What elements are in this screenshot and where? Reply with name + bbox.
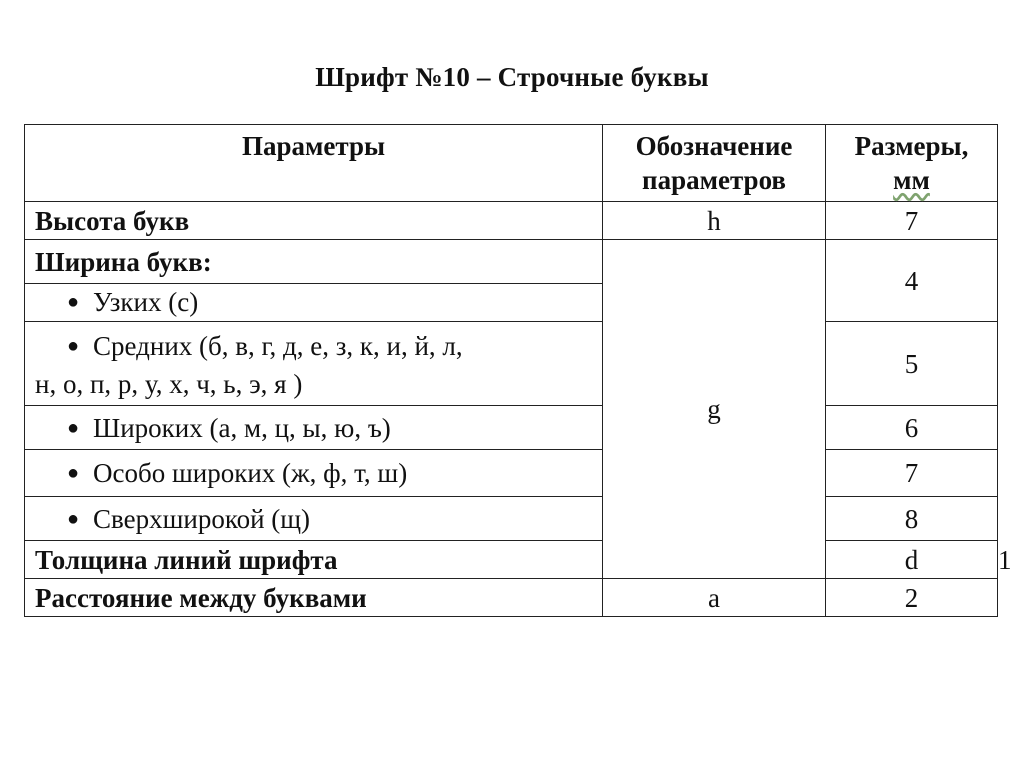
row-label-narrow: ● Узких (с) <box>25 284 603 322</box>
row-value-medium: 5 <box>826 322 998 406</box>
table-row <box>25 322 998 406</box>
row-symbol-spacing: a <box>603 579 826 617</box>
document-title: Шрифт №10 – Строчные буквы <box>315 62 709 92</box>
row-symbol-thickness: d <box>826 541 998 579</box>
row-symbol-width: g <box>603 240 826 579</box>
row-label-extra-wide: ● Особо широких (ж, ф, т, ш) <box>25 450 603 497</box>
row-value-narrow: 4 <box>826 240 998 322</box>
row-value-height: 7 <box>826 202 998 240</box>
row-label-ultra-wide: ● Сверхширокой (щ) <box>25 497 603 541</box>
table-row <box>25 450 998 497</box>
row-value-ultra-wide: 8 <box>826 497 998 541</box>
row-value-wide: 6 <box>826 406 998 450</box>
table-row <box>25 579 998 617</box>
header-parameters: Параметры <box>25 125 603 202</box>
header-sizes: Размеры, мм <box>826 125 998 202</box>
row-value-extra-wide: 7 <box>826 450 998 497</box>
table-row <box>25 240 998 284</box>
row-label-medium: ● Средних (б, в, г, д, е, з, к, и, й, л, н, о, п, р, у, х, ч, ь, э, я ) <box>25 322 603 406</box>
bullet-icon: ● <box>67 291 80 313</box>
header-designation: Обозначение параметров <box>603 125 826 202</box>
bullet-icon: ● <box>67 334 80 357</box>
table-row <box>25 406 998 450</box>
row-label-height: Высота букв <box>25 202 603 240</box>
table-row: Толщина линий шрифта d 1 <box>25 541 998 579</box>
bullet-icon: ● <box>67 416 80 439</box>
row-label-spacing: Расстояние между буквами <box>25 579 603 617</box>
row-symbol-height: h <box>603 202 826 240</box>
table-row <box>25 202 998 240</box>
table-row <box>25 497 998 541</box>
row-value-spacing: 2 <box>826 579 998 617</box>
font-parameters-table <box>24 124 1012 617</box>
bullet-icon: ● <box>67 507 80 530</box>
row-label-width: Ширина букв: <box>25 240 603 284</box>
table-header-row <box>25 125 998 202</box>
bullet-icon: ● <box>67 462 80 484</box>
row-label-wide: ● Широких (а, м, ц, ы, ю, ъ) <box>25 406 603 450</box>
row-label-thickness: Толщина линий шрифта <box>25 541 603 579</box>
